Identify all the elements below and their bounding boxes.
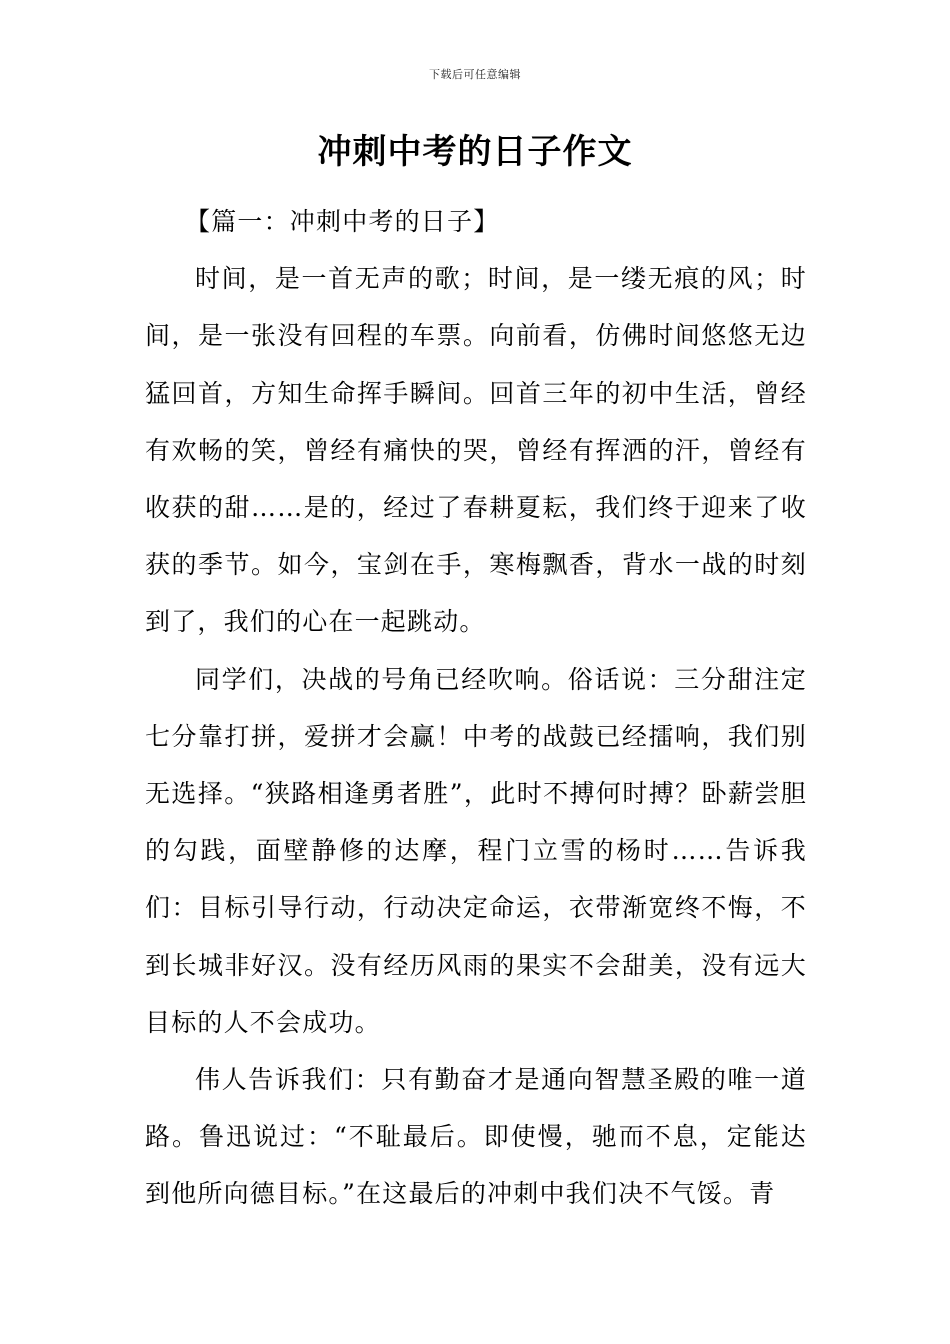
paragraph-2: 同学们，决战的号角已经吹响。俗话说：三分甜注定七分靠打拼，爱拼才会赢！中考的战鼓已经擂响，我们别无选择。“狭路相逢勇者胜”，此时不搏何时搏？卧薪尝胆的勾践，面壁静修的达摩，程门立雪的杨时……告诉我们：目标引导行动，行动决定命运，衣带渐宽终不悔，不到长城非好汉。没有经历风雨的果实不会甜美，没有远大目标的人不会成功。 [145,664,807,1037]
section-heading: 【篇一：冲刺中考的日子】 [185,207,500,236]
paragraph-3: 伟人告诉我们：只有勤奋才是通向智慧圣殿的唯一道路。鲁迅说过：“不耻最后。即使慢，驰而不息，定能达到他所向德目标。”在这最后的冲刺中我们决不气馁。青 [145,1065,807,1209]
document-body [145,193,807,1223]
paragraph-1: 时间，是一首无声的歌；时间，是一缕无痕的风；时间，是一张没有回程的车票。向前看，仿佛时间悠悠无边猛回首，方知生命挥手瞬间。回首三年的初中生活，曾经有欢畅的笑，曾经有痛快的哭，曾经有挥洒的汗，曾经有收获的甜……是的，经过了春耕夏耘，我们终于迎来了收获的季节。如今，宝剑在手，寒梅飘香，背水一战的时刻到了，我们的心在一起跳动。 [145,264,807,637]
header-note: 下载后可任意编辑 [429,68,521,81]
document-title: 冲刺中考的日子作文 [317,132,633,172]
